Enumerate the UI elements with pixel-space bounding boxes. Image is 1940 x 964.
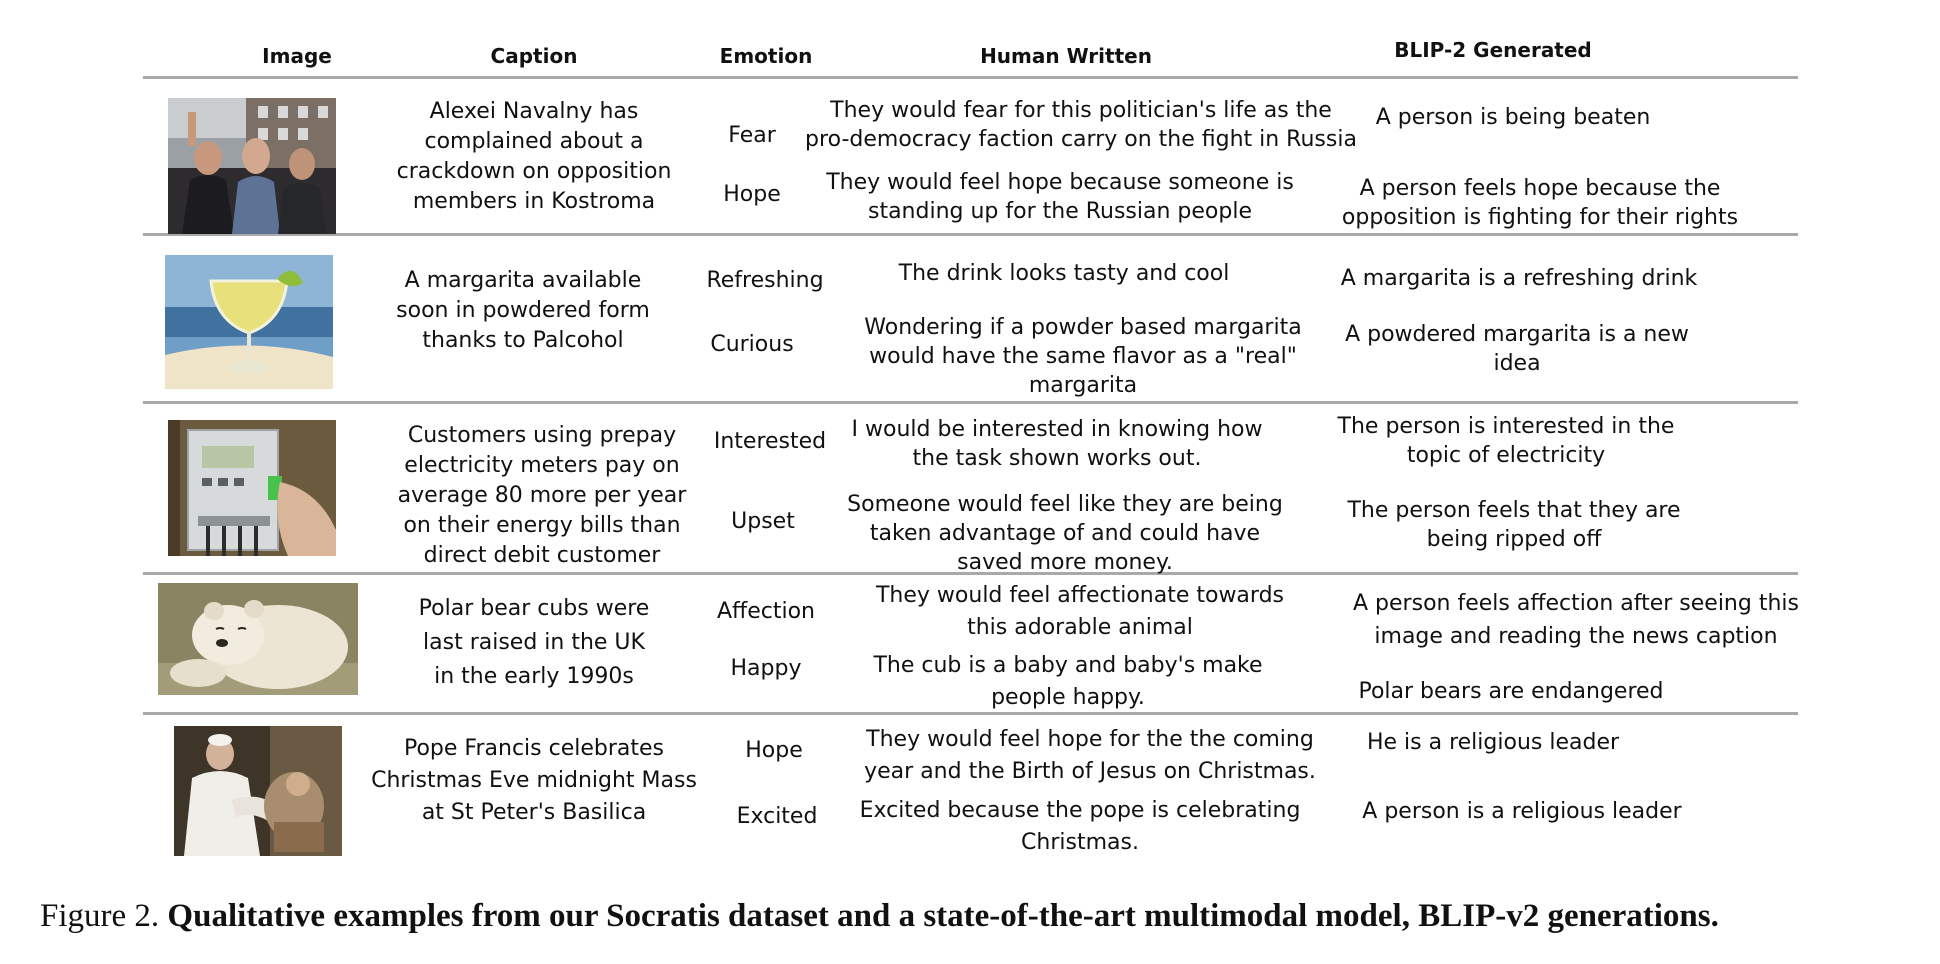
row3-human-2: Someone would feel like they are being taken advantage of and could have saved more money. — [847, 492, 1283, 575]
photo-illustration — [168, 98, 336, 234]
figure-label: Figure 2. — [40, 898, 160, 934]
row2-human-1: The drink looks tasty and cool — [898, 261, 1230, 286]
electricity-meter-photo — [168, 420, 336, 556]
header-caption: Caption — [490, 44, 578, 68]
header-image: Image — [262, 44, 332, 68]
protest-crowd-selfie-photo — [168, 98, 336, 234]
photo-illustration — [174, 726, 342, 856]
header-blip2-generated: BLIP-2 Generated — [1394, 38, 1592, 62]
row2-human-2: Wondering if a powder based margarita would have the same flavor as a "real" margarita — [864, 315, 1302, 398]
row1-human-1: They would fear for this politician's life as the pro-democracy faction carry on the fight in Russia — [805, 98, 1357, 152]
row2-emotion-2: Curious — [710, 332, 794, 357]
row5-caption: Pope Francis celebrates Christmas Eve midnight Mass at St Peter's Basilica — [371, 736, 697, 825]
row3-emotion-1: Interested — [713, 429, 827, 454]
row3-blip-2: The person feels that they are being ripped off — [1347, 498, 1681, 552]
pope-christmas-mass-photo — [174, 726, 342, 856]
row2-caption: A margarita available soon in powdered form thanks to Palcohol — [396, 268, 650, 353]
row5-blip-2: A person is a religious leader — [1362, 799, 1682, 824]
row1-caption: Alexei Navalny has complained about a crackdown on opposition members in Kostroma — [396, 99, 672, 214]
photo-illustration — [158, 583, 358, 695]
margarita-glass-photo — [165, 255, 333, 389]
row3-human-1: I would be interested in knowing how the task shown works out. — [851, 417, 1263, 471]
row-divider — [143, 401, 1798, 404]
row1-blip-2: A person feels hope because the opposition is fighting for their rights — [1341, 176, 1739, 230]
row-divider — [143, 233, 1798, 236]
row2-emotion-1: Refreshing — [706, 268, 824, 293]
header-human-written: Human Written — [980, 44, 1152, 68]
row2-blip-1: A margarita is a refreshing drink — [1340, 266, 1698, 291]
row4-blip-2: Polar bears are endangered — [1358, 679, 1664, 704]
photo-illustration — [168, 420, 336, 556]
row4-human-1: They would feel affectionate towards this adorable animal — [875, 583, 1285, 640]
row5-emotion-2: Excited — [736, 804, 818, 829]
polar-bear-cub-photo — [158, 583, 358, 695]
row1-emotion-1: Fear — [728, 123, 776, 148]
row3-caption: Customers using prepay electricity meters pay on average 80 more per year on their energy bills than direct debit customer — [397, 423, 687, 568]
row5-human-2: Excited because the pope is celebrating Christmas. — [859, 798, 1301, 855]
row2-blip-2: A powdered margarita is a new idea — [1345, 322, 1689, 376]
row4-blip-1: A person feels affection after seeing this image and reading the news caption — [1353, 591, 1799, 649]
row3-emotion-2: Upset — [731, 509, 795, 534]
row1-emotion-2: Hope — [723, 182, 781, 207]
row5-human-1: They would feel hope for the the coming year and the Birth of Jesus on Christmas. — [864, 727, 1316, 784]
row1-human-2: They would feel hope because someone is standing up for the Russian people — [826, 170, 1294, 224]
figure-caption-text: Qualitative examples from our Socratis dataset and a state-of-the-art multimodal model, BLIP-v2 generations. — [167, 898, 1719, 934]
figure-caption — [40, 898, 1920, 935]
row5-blip-1: He is a religious leader — [1366, 730, 1620, 755]
header-emotion: Emotion — [719, 44, 813, 68]
row4-human-2: The cub is a baby and baby's make people happy. — [873, 653, 1263, 710]
row1-blip-1: A person is being beaten — [1375, 105, 1651, 130]
row4-caption: Polar bear cubs were last raised in the UK in the early 1990s — [418, 596, 650, 689]
header-rule — [143, 76, 1798, 79]
photo-illustration — [165, 255, 333, 389]
row3-blip-1: The person is interested in the topic of electricity — [1337, 414, 1675, 468]
row4-emotion-1: Affection — [717, 599, 815, 624]
row4-emotion-2: Happy — [730, 656, 802, 681]
row5-emotion-1: Hope — [745, 738, 803, 763]
